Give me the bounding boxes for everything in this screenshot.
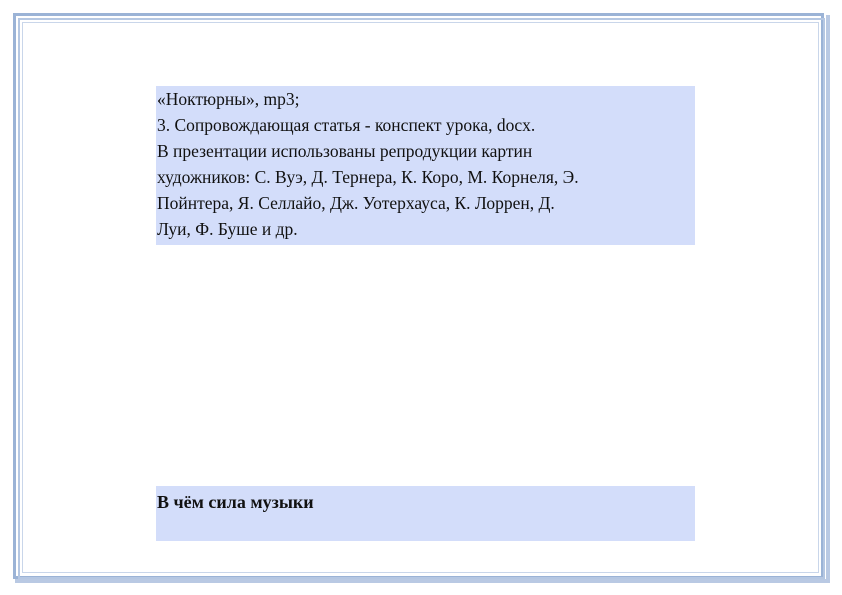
body-line: художников: С. Вуэ, Д. Тернера, К. Коро, М. Корнеля, Э. [157, 167, 579, 187]
frame-shadow-right [826, 15, 830, 581]
slide-title: В чём сила музыки [157, 492, 314, 512]
title-text-box[interactable] [156, 486, 695, 541]
body-line: В презентации использованы репродукции картин [157, 141, 533, 161]
body-line: 3. Сопровождающая статья - конспект урока, docx. [157, 115, 536, 135]
body-line: «Ноктюрны», mp3; [157, 89, 300, 109]
body-text-box[interactable] [156, 86, 695, 245]
body-line: Луи, Ф. Буше и др. [157, 219, 298, 239]
frame-shadow-bottom [15, 579, 830, 583]
body-line: Пойнтера, Я. Селлайо, Дж. Уотерхауса, К. Лоррен, Д. [157, 193, 555, 213]
